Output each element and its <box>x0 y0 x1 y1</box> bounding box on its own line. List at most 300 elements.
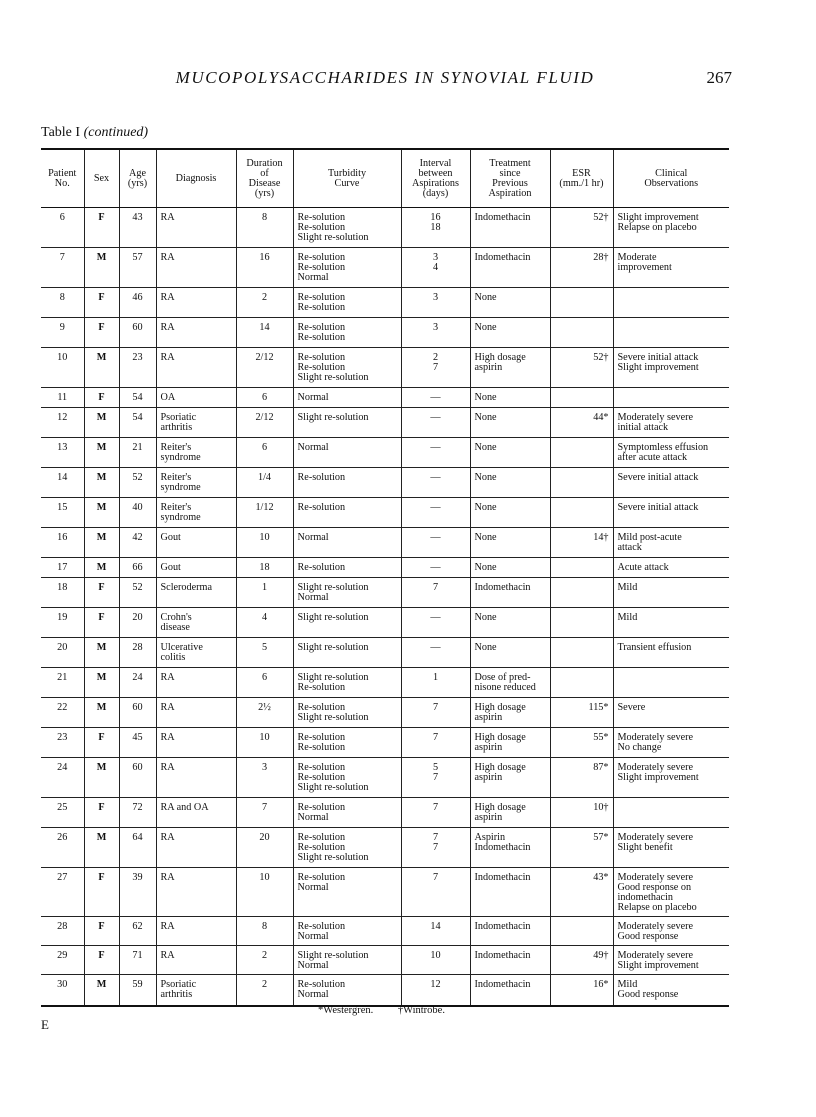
column-header-age <box>119 149 156 208</box>
patient-table <box>41 148 729 1007</box>
cell-clinical <box>613 668 729 698</box>
cell-duration: 2/12 <box>236 348 293 388</box>
cell-line: None <box>474 392 497 403</box>
cell-line: Normal <box>297 989 329 1000</box>
cell-line: Re-solution <box>297 362 346 373</box>
cell-interval <box>401 558 470 578</box>
cell-no: 20 <box>41 638 84 668</box>
cell-no: 18 <box>41 578 84 608</box>
cell-line: RA <box>160 292 175 303</box>
table-row <box>41 868 729 917</box>
cell-sex: M <box>84 975 119 1006</box>
cell-line: Indomethacin <box>474 582 531 593</box>
cell-age: 43 <box>119 208 156 248</box>
cell-treatment <box>470 698 550 728</box>
cell-line: aspirin <box>474 812 503 823</box>
cell-age: 54 <box>119 388 156 408</box>
cell-line: Moderately severe <box>617 921 694 932</box>
cell-no: 29 <box>41 946 84 975</box>
cell-line: High dosage <box>474 802 526 813</box>
cell-clinical <box>613 288 729 318</box>
cell-line: Reiter's <box>160 442 192 453</box>
cell-duration: 20 <box>236 828 293 868</box>
cell-duration: 6 <box>236 668 293 698</box>
cell-turbidity <box>293 408 401 438</box>
cell-line: Re-solution <box>297 472 346 483</box>
cell-treatment <box>470 388 550 408</box>
cell-line: Scleroderma <box>160 582 212 593</box>
cell-age: 40 <box>119 498 156 528</box>
cell-line: — <box>430 532 441 543</box>
cell-line: Severe <box>617 702 646 713</box>
cell-interval <box>401 348 470 388</box>
cell-line: 5 <box>432 762 439 773</box>
cell-duration: 1 <box>236 578 293 608</box>
cell-interval <box>401 528 470 558</box>
cell-line: Slight improvement <box>617 772 699 783</box>
cell-duration: 2/12 <box>236 408 293 438</box>
cell-line: Re-solution <box>297 921 346 932</box>
cell-duration: 3 <box>236 758 293 798</box>
cell-esr: 10† <box>550 798 613 828</box>
cell-line: None <box>474 322 497 333</box>
cell-line: None <box>474 612 497 623</box>
cell-esr: 52† <box>550 348 613 388</box>
cell-age: 20 <box>119 608 156 638</box>
cell-line: 3 <box>432 252 439 263</box>
cell-line: Slight re-solution <box>297 232 369 243</box>
cell-clinical <box>613 318 729 348</box>
table-row <box>41 668 729 698</box>
cell-line: 7 <box>432 842 439 853</box>
table-row <box>41 208 729 248</box>
cell-line: Symptomless effusion <box>617 442 709 453</box>
cell-line: RA <box>160 872 175 883</box>
cell-no: 19 <box>41 608 84 638</box>
cell-line: Good response <box>617 931 679 942</box>
cell-clinical <box>613 578 729 608</box>
cell-turbidity <box>293 528 401 558</box>
cell-diagnosis <box>156 288 236 318</box>
cell-interval <box>401 578 470 608</box>
cell-sex: F <box>84 208 119 248</box>
cell-line: Moderately severe <box>617 832 694 843</box>
footnote-wintrobe: †Wintrobe. <box>397 1005 445 1016</box>
cell-duration: 7 <box>236 798 293 828</box>
cell-line: Severe initial attack <box>617 352 699 363</box>
cell-no: 26 <box>41 828 84 868</box>
cell-line: None <box>474 562 497 573</box>
cell-clinical <box>613 608 729 638</box>
cell-no: 28 <box>41 917 84 946</box>
cell-duration: 2 <box>236 975 293 1006</box>
cell-treatment <box>470 578 550 608</box>
cell-line: Good response on <box>617 882 692 893</box>
cell-turbidity <box>293 758 401 798</box>
cell-esr <box>550 558 613 578</box>
cell-turbidity <box>293 578 401 608</box>
cell-diagnosis <box>156 578 236 608</box>
table-row <box>41 318 729 348</box>
cell-line: OA <box>160 392 176 403</box>
cell-line: Reiter's <box>160 502 192 513</box>
cell-line: aspirin <box>474 742 503 753</box>
cell-sex: F <box>84 388 119 408</box>
cell-turbidity <box>293 638 401 668</box>
cell-line: initial attack <box>617 422 669 433</box>
cell-line: Moderately severe <box>617 872 694 883</box>
cell-sex: M <box>84 758 119 798</box>
cell-turbidity <box>293 917 401 946</box>
cell-interval <box>401 498 470 528</box>
cell-esr: 44* <box>550 408 613 438</box>
cell-duration: 14 <box>236 318 293 348</box>
cell-interval <box>401 408 470 438</box>
cell-line: aspirin <box>474 712 503 723</box>
cell-turbidity <box>293 698 401 728</box>
cell-diagnosis <box>156 868 236 917</box>
cell-age: 54 <box>119 408 156 438</box>
table-row <box>41 248 729 288</box>
cell-treatment <box>470 728 550 758</box>
cell-line: — <box>430 442 441 453</box>
cell-age: 42 <box>119 528 156 558</box>
cell-sex: F <box>84 608 119 638</box>
cell-line: Normal <box>297 882 329 893</box>
cell-line: 4 <box>432 262 439 273</box>
cell-age: 60 <box>119 318 156 348</box>
cell-treatment <box>470 638 550 668</box>
cell-age: 52 <box>119 468 156 498</box>
cell-no: 14 <box>41 468 84 498</box>
cell-interval <box>401 388 470 408</box>
cell-turbidity <box>293 208 401 248</box>
cell-line: 3 <box>432 322 439 333</box>
cell-duration: 6 <box>236 388 293 408</box>
cell-line: Psoriatic <box>160 412 197 423</box>
cell-age: 66 <box>119 558 156 578</box>
cell-treatment <box>470 438 550 468</box>
cell-line: None <box>474 412 497 423</box>
cell-line: No change <box>617 742 662 753</box>
cell-line: 3 <box>432 292 439 303</box>
column-header-line: Curve <box>334 177 360 189</box>
cell-clinical <box>613 408 729 438</box>
cell-sex: F <box>84 578 119 608</box>
table-row <box>41 288 729 318</box>
cell-line: Slight re-solution <box>297 852 369 863</box>
cell-age: 45 <box>119 728 156 758</box>
cell-age: 59 <box>119 975 156 1006</box>
cell-sex: F <box>84 946 119 975</box>
table-row <box>41 728 729 758</box>
cell-interval <box>401 868 470 917</box>
cell-age: 64 <box>119 828 156 868</box>
signature-mark: E <box>41 1017 49 1032</box>
cell-turbidity <box>293 388 401 408</box>
cell-esr: 49† <box>550 946 613 975</box>
cell-line: Reiter's <box>160 472 192 483</box>
cell-line: 7 <box>432 362 439 373</box>
cell-esr <box>550 468 613 498</box>
footnotes <box>318 1005 445 1016</box>
cell-treatment <box>470 868 550 917</box>
column-header-interval <box>401 149 470 208</box>
cell-line: None <box>474 442 497 453</box>
cell-duration: 1/12 <box>236 498 293 528</box>
cell-age: 46 <box>119 288 156 318</box>
cell-line: syndrome <box>160 452 201 463</box>
cell-duration: 2 <box>236 946 293 975</box>
cell-age: 71 <box>119 946 156 975</box>
cell-diagnosis <box>156 608 236 638</box>
cell-sex: M <box>84 558 119 578</box>
cell-esr <box>550 917 613 946</box>
cell-line: — <box>430 502 441 513</box>
cell-line: Re-solution <box>297 772 346 783</box>
cell-turbidity <box>293 288 401 318</box>
cell-turbidity <box>293 468 401 498</box>
cell-line: 16 <box>430 212 441 223</box>
running-title: MUCOPOLYSACCHARIDES IN SYNOVIAL FLUID <box>175 68 595 87</box>
footnote-westergren: *Westergren. <box>318 1005 374 1016</box>
cell-esr <box>550 288 613 318</box>
column-header-line: Aspiration <box>488 187 532 199</box>
column-header-patient-no <box>41 149 84 208</box>
column-header-line: Treatment <box>489 157 531 169</box>
cell-line: Ulcerative <box>160 642 203 653</box>
cell-interval <box>401 975 470 1006</box>
cell-line: Gout <box>160 562 181 573</box>
cell-turbidity <box>293 828 401 868</box>
column-header-esr <box>550 149 613 208</box>
cell-sex: F <box>84 868 119 917</box>
cell-interval <box>401 608 470 638</box>
cell-interval <box>401 946 470 975</box>
cell-diagnosis <box>156 498 236 528</box>
cell-line: None <box>474 292 497 303</box>
cell-line: disease <box>160 622 190 633</box>
cell-turbidity <box>293 318 401 348</box>
cell-line: RA <box>160 672 175 683</box>
cell-clinical <box>613 728 729 758</box>
cell-diagnosis <box>156 348 236 388</box>
cell-line: Re-solution <box>297 212 346 223</box>
cell-diagnosis <box>156 248 236 288</box>
cell-line: 2 <box>432 352 439 363</box>
cell-line: attack <box>617 542 642 553</box>
cell-line: Normal <box>297 272 329 283</box>
cell-sex: M <box>84 438 119 468</box>
column-header-line: (days) <box>422 187 449 199</box>
cell-line: — <box>430 642 441 653</box>
cell-line: 12 <box>430 979 441 990</box>
cell-line: nisone reduced <box>474 682 536 693</box>
cell-clinical <box>613 917 729 946</box>
cell-line: Psoriatic <box>160 979 197 990</box>
cell-treatment <box>470 248 550 288</box>
cell-treatment <box>470 917 550 946</box>
cell-duration: 4 <box>236 608 293 638</box>
cell-line: None <box>474 502 497 513</box>
cell-clinical <box>613 248 729 288</box>
table-row <box>41 348 729 388</box>
cell-line: 10 <box>430 950 441 961</box>
table-row <box>41 578 729 608</box>
cell-no: 21 <box>41 668 84 698</box>
cell-turbidity <box>293 798 401 828</box>
cell-duration: 10 <box>236 728 293 758</box>
cell-sex: M <box>84 468 119 498</box>
column-header-line: Sex <box>93 172 110 184</box>
cell-interval <box>401 758 470 798</box>
cell-line: 7 <box>432 702 439 713</box>
cell-sex: M <box>84 668 119 698</box>
cell-line: Slight improvement <box>617 960 699 971</box>
cell-line: Re-solution <box>297 762 346 773</box>
cell-age: 72 <box>119 798 156 828</box>
cell-line: Crohn's <box>160 612 192 623</box>
cell-line: Re-solution <box>297 979 346 990</box>
column-header-line: of <box>260 167 269 179</box>
cell-line: Moderately severe <box>617 732 694 743</box>
cell-interval <box>401 438 470 468</box>
cell-no: 7 <box>41 248 84 288</box>
cell-line: Mild <box>617 582 638 593</box>
cell-no: 12 <box>41 408 84 438</box>
column-header-line: Interval <box>419 157 452 169</box>
table-row <box>41 408 729 438</box>
cell-line: Slight re-solution <box>297 672 369 683</box>
cell-line: Moderately severe <box>617 762 694 773</box>
cell-line: Re-solution <box>297 802 346 813</box>
cell-age: 57 <box>119 248 156 288</box>
cell-sex: M <box>84 828 119 868</box>
column-header-line: Diagnosis <box>175 172 217 184</box>
cell-age: 23 <box>119 348 156 388</box>
cell-line: Aspirin <box>474 832 506 843</box>
cell-diagnosis <box>156 758 236 798</box>
column-header-line: Age <box>129 167 146 179</box>
cell-line: Good response <box>617 989 679 1000</box>
cell-line: 7 <box>432 832 439 843</box>
table-caption <box>41 125 148 141</box>
cell-line: Normal <box>297 442 329 453</box>
cell-diagnosis <box>156 318 236 348</box>
cell-diagnosis <box>156 975 236 1006</box>
cell-line: RA <box>160 732 175 743</box>
cell-no: 6 <box>59 212 65 223</box>
cell-line: None <box>474 642 497 653</box>
table-row <box>41 468 729 498</box>
cell-esr <box>550 608 613 638</box>
cell-line: Re-solution <box>297 302 346 313</box>
cell-line: Mild <box>617 979 638 990</box>
cell-line: Normal <box>297 931 329 942</box>
cell-line: Slight re-solution <box>297 372 369 383</box>
cell-line: Severe initial attack <box>617 472 699 483</box>
cell-age: 21 <box>119 438 156 468</box>
cell-treatment <box>470 758 550 798</box>
cell-sex: M <box>84 638 119 668</box>
cell-duration: 10 <box>236 528 293 558</box>
cell-clinical <box>613 348 729 388</box>
cell-line: Re-solution <box>297 322 346 333</box>
cell-line: Indomethacin <box>474 252 531 263</box>
cell-line: — <box>430 472 441 483</box>
cell-interval <box>401 638 470 668</box>
cell-esr <box>550 668 613 698</box>
cell-duration: 6 <box>236 438 293 468</box>
column-header-line: Patient <box>48 167 77 179</box>
cell-line: RA <box>160 252 175 263</box>
cell-line: Indomethacin <box>474 212 531 223</box>
table-row <box>41 498 729 528</box>
cell-clinical <box>613 558 729 578</box>
cell-line: Mild <box>617 612 638 623</box>
table-caption-label: Table I <box>41 125 81 140</box>
table-row <box>41 388 729 408</box>
cell-interval <box>401 248 470 288</box>
cell-line: High dosage <box>474 732 526 743</box>
cell-line: indomethacin <box>617 892 673 903</box>
cell-line: syndrome <box>160 482 201 493</box>
table-row <box>41 917 729 946</box>
cell-interval <box>401 318 470 348</box>
cell-line: RA <box>160 212 175 223</box>
cell-clinical <box>613 438 729 468</box>
cell-line: Normal <box>297 960 329 971</box>
table-row <box>41 975 729 1006</box>
cell-line: syndrome <box>160 512 201 523</box>
cell-sex: M <box>84 498 119 528</box>
cell-turbidity <box>293 868 401 917</box>
cell-line: improvement <box>617 262 672 273</box>
cell-diagnosis <box>156 408 236 438</box>
cell-duration: 1/4 <box>236 468 293 498</box>
table-header-row <box>41 149 729 208</box>
cell-line: Severe initial attack <box>617 502 699 513</box>
column-header-turbidity <box>293 149 401 208</box>
cell-diagnosis <box>156 946 236 975</box>
cell-treatment <box>470 798 550 828</box>
cell-esr <box>550 438 613 468</box>
table-row <box>41 638 729 668</box>
cell-line: Moderately severe <box>617 950 694 961</box>
column-header-line: Aspirations <box>412 177 459 189</box>
cell-turbidity <box>293 668 401 698</box>
column-header-line: (mm./1 hr) <box>559 177 604 189</box>
cell-treatment <box>470 408 550 438</box>
cell-no: 17 <box>41 558 84 578</box>
cell-no: 22 <box>41 698 84 728</box>
cell-diagnosis <box>156 558 236 578</box>
cell-diagnosis <box>156 438 236 468</box>
cell-line: Slight re-solution <box>297 782 369 793</box>
cell-age: 24 <box>119 668 156 698</box>
cell-clinical <box>613 798 729 828</box>
cell-line: 7 <box>432 582 439 593</box>
cell-clinical <box>613 975 729 1006</box>
cell-line: Indomethacin <box>474 872 531 883</box>
cell-treatment <box>470 468 550 498</box>
cell-line: — <box>430 392 441 403</box>
table-row <box>41 698 729 728</box>
cell-no: 30 <box>41 975 84 1006</box>
cell-line: Re-solution <box>297 332 346 343</box>
cell-line: Slight re-solution <box>297 612 369 623</box>
cell-line: Indomethacin <box>474 921 531 932</box>
